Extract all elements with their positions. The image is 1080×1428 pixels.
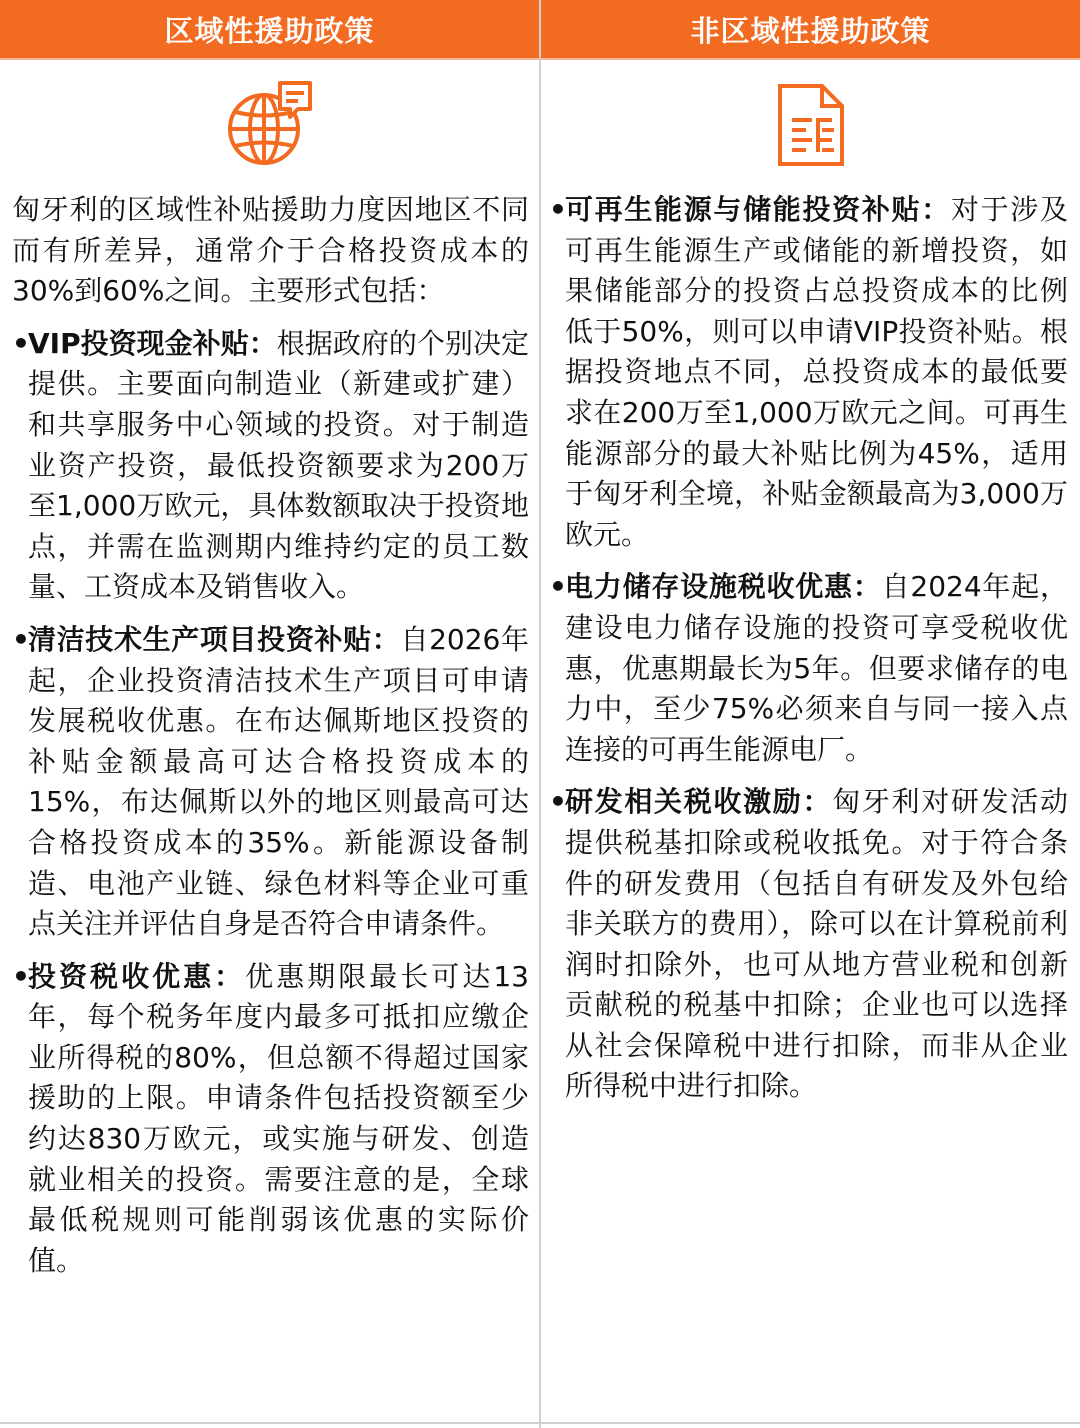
list-item <box>12 957 529 1282</box>
item-title: 电力储存设施税收优惠： <box>565 570 882 604</box>
list-item <box>549 567 1068 770</box>
regional-aid-column <box>0 0 539 1428</box>
item-text: 根据政府的个别决定提供。主要面向制造业（新建或扩建）和共享服务中心领域的投资。对于制造业资产投资，最低投资额要求为200万至1,000万欧元，具体数额取决于投资地点，并需在监测期内维持约定的员工数量、工资成本及销售收入。 <box>28 326 529 604</box>
item-title: 可再生能源与储能投资补贴： <box>565 193 951 226</box>
regional-aid-body <box>0 190 539 1281</box>
bullet: • <box>12 959 30 993</box>
item-text: 优惠期限最长可达13年，每个税务年度内最多可抵扣应缴企业所得税的80%，但总额不得超过国家援助的上限。申请条件包括投资额至少约达830万欧元，或实施与研发、创造就业相关的投资。需要注意的是，全球最低税规则可能削弱该优惠的实际价值。 <box>28 959 529 1277</box>
non-regional-aid-column <box>541 0 1080 1428</box>
document-icon <box>776 82 846 168</box>
bottom-border <box>0 1422 1080 1424</box>
item-title: VIP投资现金补贴： <box>28 326 277 360</box>
item-title: 清洁技术生产项目投资补贴： <box>28 622 401 656</box>
item-text: 对于涉及可再生能源生产或储能的新增投资，如果储能部分的投资占总投资成本的比例低于50%，则可以申请VIP投资补贴。根据投资地点不同，总投资成本的最低要求在200万至1,000万欧元之间。可再生能源部分的最大补贴比例为45%，适用于匈牙利全境，补贴金额最高为3,000万欧元。 <box>565 193 1068 551</box>
list-item <box>12 620 529 945</box>
bullet: • <box>549 193 567 226</box>
list-item <box>549 782 1068 1107</box>
bullet: • <box>549 785 567 819</box>
item-text: 自2024年起，建设电力储存设施的投资可享受税收优惠，优惠期最长为5年。但要求储存的电力中，至少75%必须来自与同一接入点连接的可再生能源电厂。 <box>565 570 1068 766</box>
item-text: 自2026年起，企业投资清洁技术生产项目可申请发展税收优惠。在布达佩斯地区投资的补贴金额最高可达合格投资成本的15%，布达佩斯以外的地区则最高可达合格投资成本的35%。新能源设备制造、电池产业链、绿色材料等企业可重点关注并评估自身是否符合申请条件。 <box>28 622 529 941</box>
regional-aid-icon-wrap <box>0 60 539 190</box>
non-regional-aid-header: 非区域性援助政策 <box>541 0 1080 60</box>
regional-aid-intro: 匈牙利的区域性补贴援助力度因地区不同而有所差异，通常介于合格投资成本的30%到60%之间。主要形式包括： <box>12 193 529 308</box>
bullet: • <box>12 622 30 656</box>
regional-aid-header: 区域性援助政策 <box>0 0 539 60</box>
bullet: • <box>12 326 30 360</box>
list-item <box>549 190 1068 555</box>
non-regional-aid-body <box>541 190 1080 1107</box>
item-text: 匈牙利对研发活动提供税基扣除或税收抵免。对于符合条件的研发费用（包括自有研发及外包给非关联方的费用），除可以在计算税前利润时扣除外，也可从地方营业税和创新贡献税的税基中扣除；企业也可以选择从社会保障税中进行扣除，而非从企业所得税中进行扣除。 <box>565 785 1068 1103</box>
item-title: 研发相关税收激励： <box>565 785 833 819</box>
non-regional-aid-icon-wrap <box>541 60 1080 190</box>
list-item <box>12 324 529 608</box>
bullet: • <box>549 570 567 604</box>
item-title: 投资税收优惠： <box>28 959 246 993</box>
globe-icon <box>224 79 316 171</box>
